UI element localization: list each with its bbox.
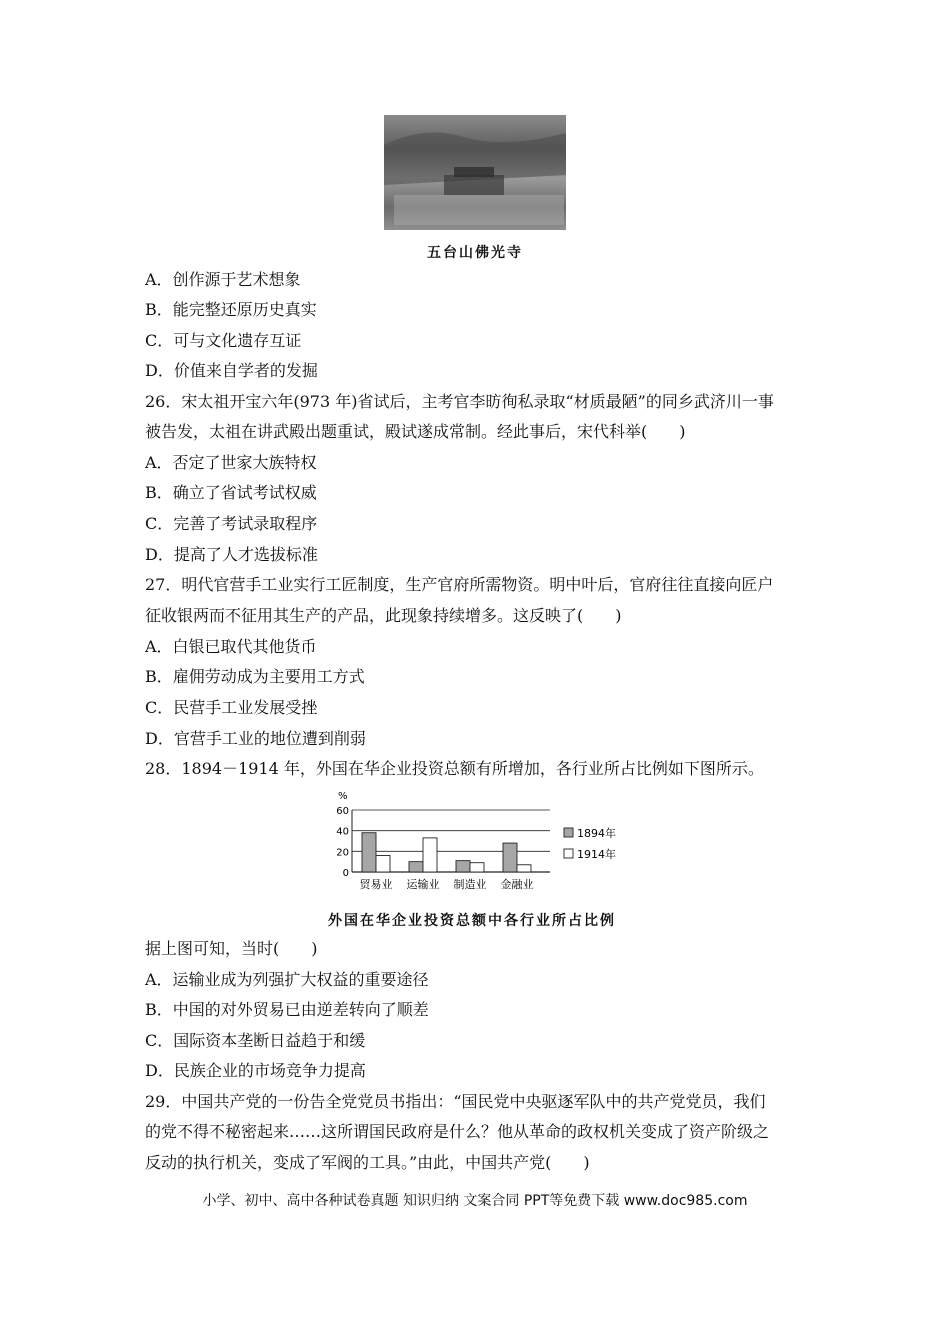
q27-stem-line: 27．明代官营手工业实行工匠制度，生产官府所需物资。明中叶后，官府往往直接向匠户 [145, 575, 774, 594]
q26-option-c: C．完善了考试录取程序 [145, 514, 318, 533]
y-axis-unit: % [338, 791, 348, 802]
q26-stem-line: 26．宋太祖开宝六年(973 年)省试后，主考官李昉徇私录取“材质最陋”的同乡武济川一事 [145, 392, 774, 411]
investment-bar-chart [330, 788, 630, 898]
q26-option-d: D．提高了人才选拔标准 [145, 545, 318, 564]
bar-1894 [362, 833, 376, 872]
x-category-label: 制造业 [453, 878, 487, 891]
page-footer: 小学、初中、高中各种试卷真题 知识归纳 文案合同 PPT等免费下载 www.doc985.com [202, 1193, 748, 1209]
bar-1914 [423, 838, 437, 872]
x-category-label: 贸易业 [359, 878, 393, 891]
q26-option-b: B．确立了省试考试权威 [145, 483, 317, 502]
q25-option-c: C．可与文化遗存互证 [145, 331, 302, 350]
legend-label: 1894年 [577, 827, 616, 840]
bar-1894 [456, 861, 470, 872]
q28-option-b: B．中国的对外贸易已由逆差转向了顺差 [145, 1000, 429, 1019]
q27-option-b: B．雇佣劳动成为主要用工方式 [145, 667, 365, 686]
q25-option-b: B．能完整还原历史真实 [145, 300, 317, 319]
q27-option-c: C．民营手工业发展受挫 [145, 698, 318, 717]
photo-caption: 五台山佛光寺 [427, 245, 523, 261]
chart-title: 外国在华企业投资总额中各行业所占比例 [328, 913, 616, 929]
q28-option-c: C．国际资本垄断日益趋于和缓 [145, 1031, 366, 1050]
q29-stem-line: 反动的执行机关，变成了军阀的工具。”由此，中国共产党( ) [145, 1153, 590, 1172]
q26-option-a: A．否定了世家大族特权 [145, 453, 317, 472]
bar-1894 [503, 843, 517, 872]
q28-after-chart: 据上图可知，当时( ) [145, 939, 318, 958]
q27-option-d: D．官营手工业的地位遭到削弱 [145, 729, 366, 748]
bar-1894 [409, 862, 423, 872]
y-tick-label: 60 [336, 806, 349, 817]
q29-stem-line: 的党不得不秘密起来……这所谓国民政府是什么？他从革命的政权机关变成了资产阶级之 [145, 1122, 770, 1141]
legend-swatch [564, 849, 573, 858]
q28-option-d: D．民族企业的市场竞争力提高 [145, 1061, 366, 1080]
x-category-label: 运输业 [406, 878, 440, 891]
bar-1914 [517, 865, 531, 872]
bar-1914 [470, 863, 484, 872]
x-category-label: 金融业 [500, 878, 534, 891]
q28-stem-line: 28．1894－1914 年，外国在华企业投资总额有所增加，各行业所占比例如下图所示。 [145, 759, 764, 778]
temple-photo [384, 115, 566, 230]
q28-option-a: A．运输业成为列强扩大权益的重要途径 [145, 970, 429, 989]
q29-stem-line: 29．中国共产党的一份告全党党员书指出：“国民党中央驱逐军队中的共产党党员，我们 [145, 1092, 766, 1111]
legend-swatch [564, 828, 573, 837]
legend-label: 1914年 [577, 848, 616, 861]
q27-stem-line: 征收银两而不征用其生产的产品，此现象持续增多。这反映了( ) [145, 606, 622, 625]
q27-option-a: A．白银已取代其他货币 [145, 637, 317, 656]
q26-stem-line: 被告发，太祖在讲武殿出题重试，殿试遂成常制。经此事后，宋代科举( ) [145, 422, 686, 441]
y-tick-label: 0 [342, 868, 349, 879]
q25-option-d: D．价值来自学者的发掘 [145, 361, 318, 380]
bar-1914 [376, 855, 390, 872]
y-tick-label: 40 [336, 826, 349, 838]
y-tick-label: 20 [336, 847, 349, 859]
q25-option-a: A．创作源于艺术想象 [145, 270, 301, 289]
